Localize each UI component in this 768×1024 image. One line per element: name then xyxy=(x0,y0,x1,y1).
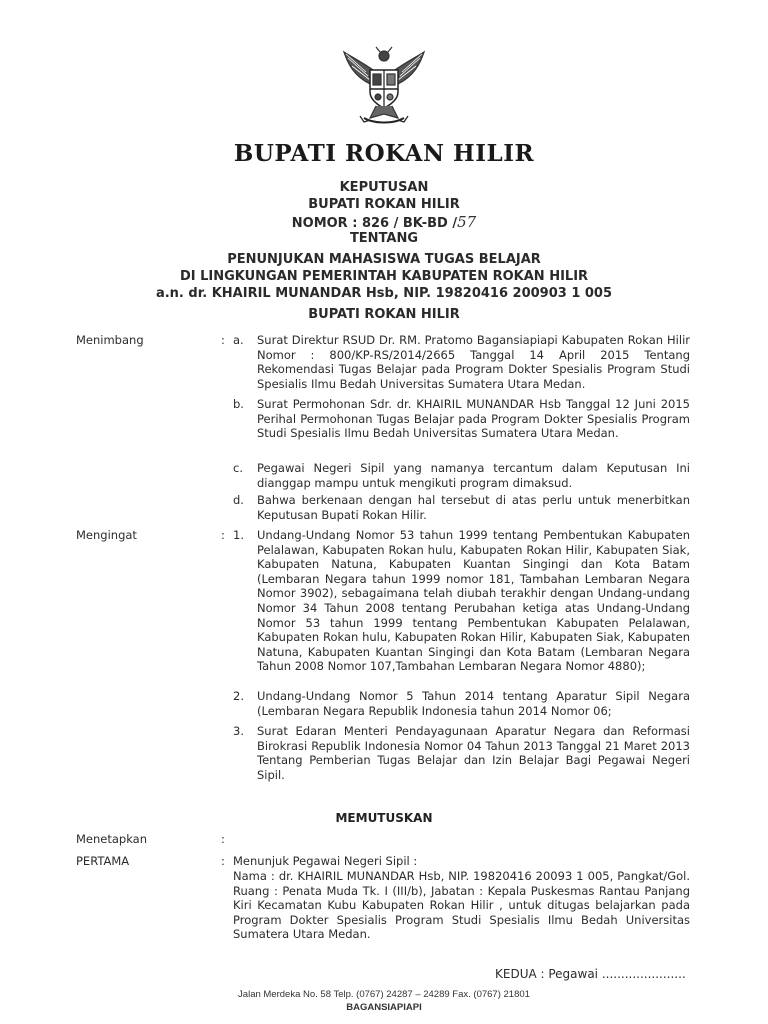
menetapkan-label: Menetapkan xyxy=(76,832,148,846)
menimbang-marker-d: d. xyxy=(233,493,244,507)
menimbang-item-c: Pegawai Negeri Sipil yang namanya tercantum dalam Keputusan Ini dianggap mampu untuk mengikuti program dimaksud. xyxy=(257,461,690,490)
footer-address: Jalan Merdeka No. 58 Telp. (0767) 24287 – 24289 Fax. (0767) 21801 xyxy=(238,989,530,1000)
decree-subject-line2: DI LINGKUNGAN PEMERINTAH KABUPATEN ROKAN HILIR xyxy=(179,269,589,284)
mengingat-item-1: Undang-Undang Nomor 53 tahun 1999 tentang Pembentukan Kabupaten Pelalawan, Kabupaten Rokan hulu, Kabupaten Rokan Hilir, Kabupaten Siak, Kabupaten Natuna, Kabupaten Kuantan Singingi dan Kota Batam (Lembaran Negara tahun 1999 nomor 181, Tambahan Lembaran Negara Nomor 3902), sebagaimana telah diubah terakhir dengan Undang-undang Nomor 34 Tahun 2008 tentang Perubahan ketiga atas Undang-Undang Nomor 53 tahun 1999 tentang Pembentukan Kabupaten Pelalawan, Kabupaten Rokan hulu, Kabupaten Rokan Hilir, Kabupaten Siak, Kabupaten Natuna, Kabupaten Kuantan Singingi dan Kota Batam (Lembaran Negara Tahun 2008 Nomor 107,Tambahan Lembaran Negara Nomor 4880); xyxy=(257,528,690,674)
kedua-continuation: KEDUA : Pegawai ...................... xyxy=(495,967,686,981)
menimbang-colon: : xyxy=(221,333,225,347)
pertama-body: Nama : dr. KHAIRIL MUNANDAR Hsb, NIP. 19820416 20093 1 005, Pangkat/Gol. Ruang : Penata Muda Tk. I (III/b), Jabatan : Kepala Puskesmas Rantau Panjang Kiri Kecamatan Kubu Kabupaten Rokan Hilir , untuk ditugas belajarkan pada Program Dokter Spesialis Program Studi Spesialis Ilmu Bedah Universitas Sumatera Utara Medan. xyxy=(233,869,690,942)
memutuskan-heading: MEMUTUSKAN xyxy=(335,811,433,825)
decree-number-value: 826 / BK-BD / xyxy=(361,216,458,231)
mengingat-colon: : xyxy=(221,528,225,542)
pertama-intro: Menunjuk Pegawai Negeri Sipil : xyxy=(233,854,418,868)
menimbang-item-a: Surat Direktur RSUD Dr. RM. Pratomo Bagansiapiapi Kabupaten Rokan Hilir Nomor : 800/KP-RS/2014/2665 Tanggal 14 April 2015 Tentang Rekomendasi Tugas Belajar pada Program Dokter Spesialis Program Studi Spesialis Ilmu Bedah Universitas Sumatera Utara Medan. xyxy=(257,333,690,391)
mengingat-marker-3: 3. xyxy=(233,724,244,738)
menimbang-item-d: Bahwa berkenaan dengan hal tersebut di atas perlu untuk menerbitkan Keputusan Bupati Rokan Hilir. xyxy=(257,493,690,522)
decree-about: TENTANG xyxy=(349,231,419,246)
decree-authority: BUPATI ROKAN HILIR xyxy=(308,197,460,212)
footer-city: BAGANSIAPIAPI xyxy=(346,1002,422,1013)
menimbang-marker-b: b. xyxy=(233,397,244,411)
mengingat-item-3: Surat Edaran Menteri Pendayagunaan Aparatur Negara dan Reformasi Birokrasi Republik Indonesia Nomor 04 Tahun 2013 Tanggal 21 Maret 2013 Tentang Pemberian Tugas Belajar dan Izin Belajar Bagi Pegawai Negeri Sipil. xyxy=(257,724,690,782)
garuda-emblem-icon xyxy=(340,44,428,130)
menimbang-marker-a: a. xyxy=(233,333,244,347)
decree-subject-line1: PENUNJUKAN MAHASISWA TUGAS BELAJAR xyxy=(227,252,541,267)
menimbang-item-b: Surat Permohonan Sdr. dr. KHAIRIL MUNANDAR Hsb Tanggal 12 Juni 2015 Perihal Permohonan Tugas Belajar pada Program Dokter Spesialis Program Studi Spesialis Ilmu Bedah Universitas Sumatera Utara Medan. xyxy=(257,397,690,441)
menimbang-marker-c: c. xyxy=(233,461,243,475)
mengingat-marker-2: 2. xyxy=(233,689,244,703)
decree-heading: KEPUTUSAN xyxy=(339,180,429,195)
decree-number xyxy=(0,214,768,232)
mengingat-marker-1: 1. xyxy=(233,528,244,542)
pertama-colon: : xyxy=(221,854,225,868)
menetapkan-colon: : xyxy=(221,832,225,846)
decree-number-label: NOMOR : xyxy=(291,216,358,231)
decree-subject-line3: a.n. dr. KHAIRIL MUNANDAR Hsb, NIP. 19820416 200903 1 005 xyxy=(155,286,613,301)
mengingat-label: Mengingat xyxy=(76,528,137,542)
mengingat-item-2: Undang-Undang Nomor 5 Tahun 2014 tentang Aparatur Sipil Negara (Lembaran Negara Republik Indonesia tahun 2014 Nomor 06; xyxy=(257,689,690,718)
letterhead-title: BUPATI ROKAN HILIR xyxy=(233,140,535,167)
decree-number-handwritten: 57 xyxy=(457,213,477,231)
decree-signer: BUPATI ROKAN HILIR xyxy=(308,307,460,322)
menimbang-label: Menimbang xyxy=(76,333,144,347)
pertama-label: PERTAMA xyxy=(76,854,130,868)
